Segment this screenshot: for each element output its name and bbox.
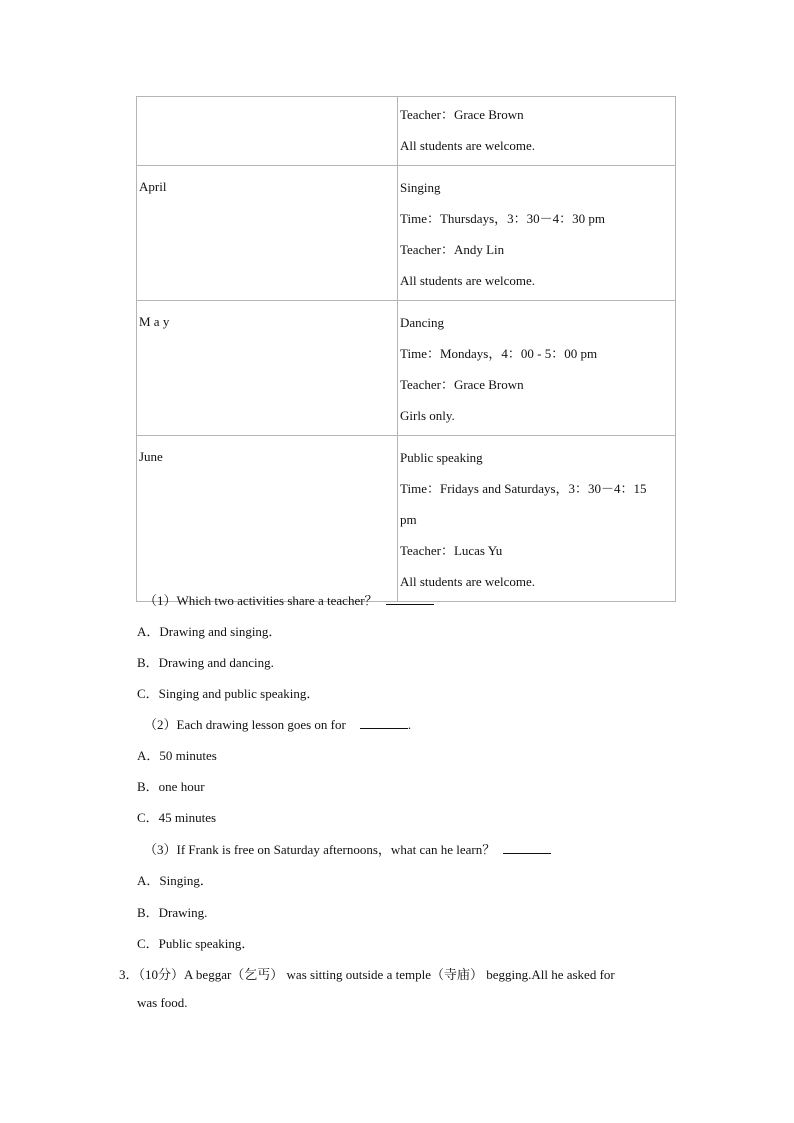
- month-label: [139, 99, 395, 105]
- passage-line-1: 3．（10分）A beggar（乞丐） was sitting outside a temple（寺庙） begging.All he asked for: [119, 967, 615, 982]
- teacher-line: Teacher：Grace Brown: [400, 107, 524, 122]
- question-stem: （2）Each drawing lesson goes on for: [144, 717, 346, 732]
- option-a[interactable]: A．50 minutes: [137, 748, 217, 763]
- option-a[interactable]: A．Singing．: [137, 873, 213, 888]
- option-b[interactable]: B．Drawing and dancing.: [137, 655, 274, 670]
- activity-cell: [398, 301, 676, 436]
- answer-blank[interactable]: [386, 594, 434, 605]
- time-line: Time：Thursdays，3：30－4：30 pm: [400, 211, 605, 226]
- passage-line-2: was food.: [137, 995, 188, 1010]
- option-c[interactable]: C．Public speaking．: [137, 936, 255, 951]
- note-line: Girls only.: [400, 408, 455, 423]
- time-line-continued: pm: [400, 512, 417, 527]
- time-line: Time：Fridays and Saturdays，3：30－4：15: [400, 481, 647, 496]
- option-a[interactable]: A．Drawing and singing．: [137, 624, 282, 639]
- table-row: [137, 166, 676, 301]
- answer-blank[interactable]: [503, 843, 551, 854]
- table-row: [137, 301, 676, 436]
- option-b[interactable]: B．Drawing.: [137, 905, 208, 920]
- activity-name: Dancing: [400, 315, 445, 330]
- teacher-line: Teacher：Grace Brown: [400, 377, 524, 392]
- option-b[interactable]: B．one hour: [137, 779, 205, 794]
- question-1: [144, 590, 434, 609]
- month-label: June: [139, 449, 163, 464]
- answer-blank[interactable]: [360, 718, 408, 729]
- activity-cell: [398, 436, 676, 602]
- question-stem: （1）Which two activities share a teacher？: [144, 593, 378, 608]
- activity-name: Public speaking: [400, 450, 483, 465]
- teacher-line: Teacher：Andy Lin: [400, 242, 505, 257]
- month-label: April: [139, 179, 167, 194]
- activity-cell: [398, 166, 676, 301]
- month-cell: [137, 97, 398, 166]
- month-cell: [137, 301, 398, 436]
- welcome-line: All students are welcome.: [400, 138, 536, 153]
- table-row: [137, 436, 676, 602]
- table-row: [137, 97, 676, 166]
- option-c[interactable]: C．45 minutes: [137, 810, 217, 825]
- welcome-line: All students are welcome.: [400, 574, 536, 589]
- month-label: M a y: [139, 314, 170, 329]
- time-line: Time：Mondays，4：00 - 5：00 pm: [400, 346, 598, 361]
- question-stem: （3）If Frank is free on Saturday afternoons，what can he learn？: [144, 842, 496, 857]
- schedule-table: [136, 96, 676, 602]
- question-3: [144, 839, 551, 858]
- month-cell: [137, 436, 398, 602]
- teacher-line: Teacher：Lucas Yu: [400, 543, 503, 558]
- question-stem-end: .: [407, 717, 412, 732]
- activity-name: Singing: [400, 180, 441, 195]
- question-2: [144, 714, 411, 733]
- option-c[interactable]: C．Singing and public speaking．: [137, 686, 320, 701]
- month-cell: [137, 166, 398, 301]
- welcome-line: All students are welcome.: [400, 273, 536, 288]
- activity-cell: [398, 97, 676, 166]
